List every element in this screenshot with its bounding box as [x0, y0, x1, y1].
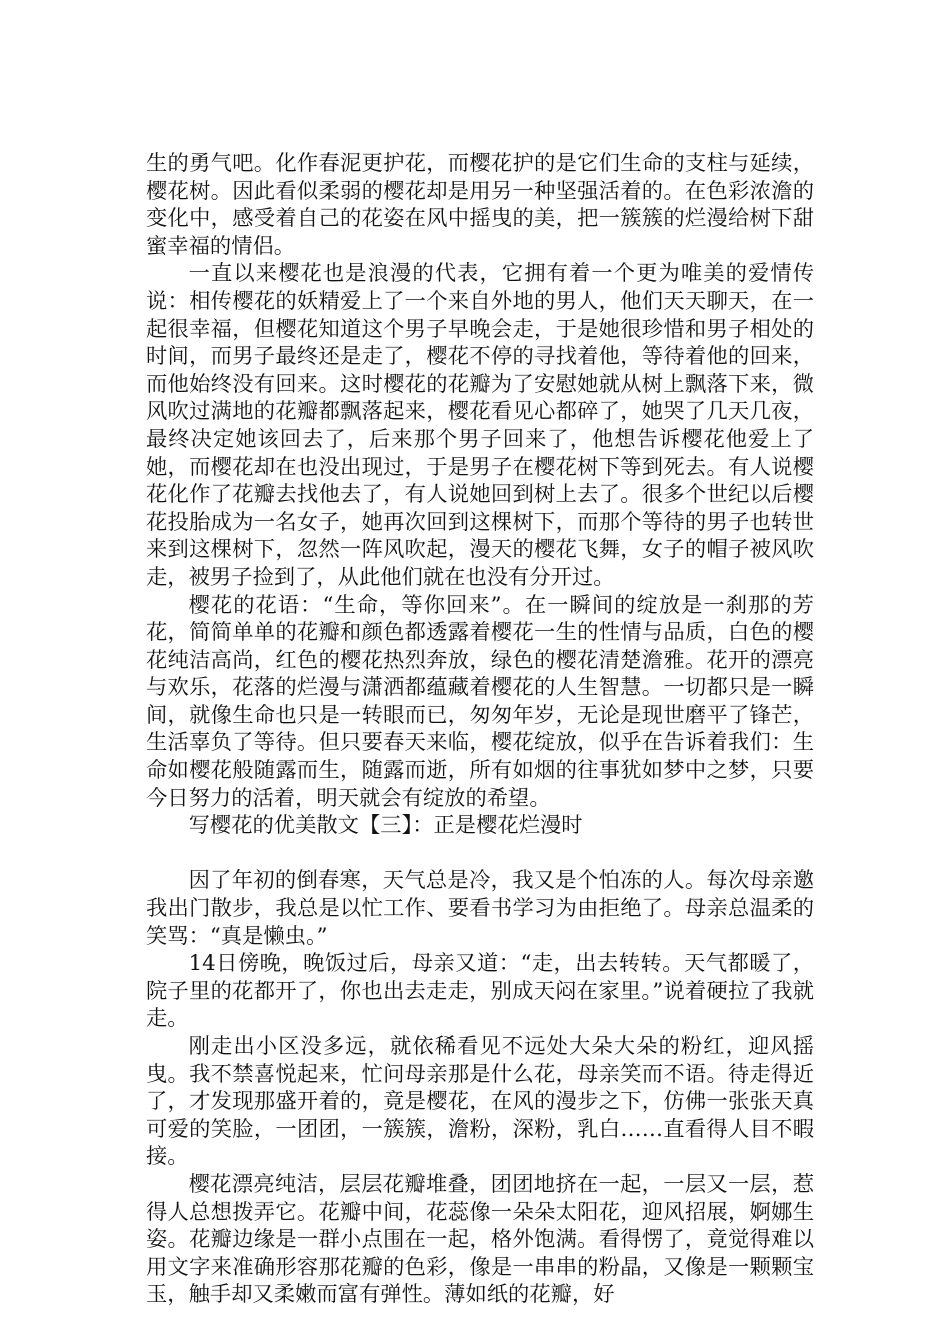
blank-line [146, 840, 814, 868]
paragraph-flower-language: 樱花的花语：“生命，等你回来”。在一瞬间的绽放是一刹那的芳花，简简单单的花瓣和颜色都透露着樱花一生的性情与品质，白色的樱花纯洁高尚，红色的樱花热烈奔放，绿色的樱花清楚澹雅。花开的漂亮与欢乐，花落的烂漫与潇洒都蕴藏着樱花的人生智慧。一切都只是一瞬间，就像生命也只是一转眼而已，匆匆年岁，无论是现世磨平了锋芒，生活辜负了等待。但只要春天来临，樱花绽放，似乎在告诉着我们：生命如樱花般随露而生，随露而逝，所有如烟的往事犹如梦中之梦，只要今日努力的活着，明天就会有绽放的希望。 [146, 592, 814, 811]
paragraph-evening-walk: 14日傍晚，晚饭过后，母亲又道：“走，出去转转。天气都暖了，院子里的花都开了，你也出去走走，别成天闷在家里。”说着硬拉了我就走。 [146, 951, 814, 1032]
paragraph-seeing-blossoms: 刚走出小区没多远，就依稀看见不远处大朵大朵的粉红，迎风摇曳。我不禁喜悦起来，忙问母亲那是什么花，母亲笑而不语。待走得近了，才发现那盛开着的，竟是樱花，在风的漫步之下，仿佛一张张天真可爱的笑脸，一团团，一簇簇，澹粉，深粉，乳白……直看得人目不暇接。 [146, 1034, 814, 1170]
paragraph-continuation: 生的勇气吧。化作春泥更护花，而樱花护的是它们生命的支柱与延续，樱花树。因此看似柔弱的樱花却是用另一种坚强活着的。在色彩浓澹的变化中，感受着自己的花姿在风中摇曳的美，把一簇簇的烂漫给树下甜蜜幸福的情侣。 [146, 151, 814, 259]
paragraph-legend: 一直以来樱花也是浪漫的代表，它拥有着一个更为唯美的爱情传说：相传樱花的妖精爱上了一个来自外地的男人，他们天天聊天，在一起很幸福，但樱花知道这个男子早晚会走，于是她很珍惜和男子相处的时间，而男子最终还是走了，樱花不停的寻找着他，等待着他的回来，而他始终没有回来。这时樱花的花瓣为了安慰她就从树上飘落下来，微风吹过满地的花瓣都飘落起来，樱花看见心都碎了，她哭了几天几夜，最终决定她该回去了，后来那个男子回来了，他想告诉樱花他爱上了她，而樱花却在也没出现过，于是男子在樱花树下等到死去。有人说樱花化作了花瓣去找他去了，有人说她回到树上去了。很多个世纪以后樱花投胎成为一名女子，她再次回到这棵树下，而那个等待的男子也转世来到这棵树下，忽然一阵风吹起，漫天的樱花飞舞，女子的帽子被风吹走，被男子捡到了，从此他们就在也没有分开过。 [146, 261, 814, 590]
paragraph-blossom-description: 樱花漂亮纯洁，层层花瓣堆叠，团团地挤在一起，一层又一层，惹得人总想拨弄它。花瓣中间，花蕊像一朵朵太阳花，迎风招展，婀娜生姿。花瓣边缘是一群小点围在一起，格外饱满。看得愣了，竟觉得难以用文字来准确形容那花瓣的色彩，像是一串串的粉晶，又像是一颗颗宝玉，触手却又柔嫩而富有弹性。薄如纸的花瓣，好 [146, 1171, 814, 1308]
section-heading: 写樱花的优美散文【三】：正是樱花烂漫时 [188, 813, 583, 839]
document-body [146, 150, 814, 1309]
paragraph-cold-spring: 因了年初的倒春寒，天气总是冷，我又是个怕冻的人。每次母亲邀我出门散步，我总是以忙工作、要看书学习为由拒绝了。母亲总温柔的笑骂：“真是懒虫。” [146, 868, 814, 949]
